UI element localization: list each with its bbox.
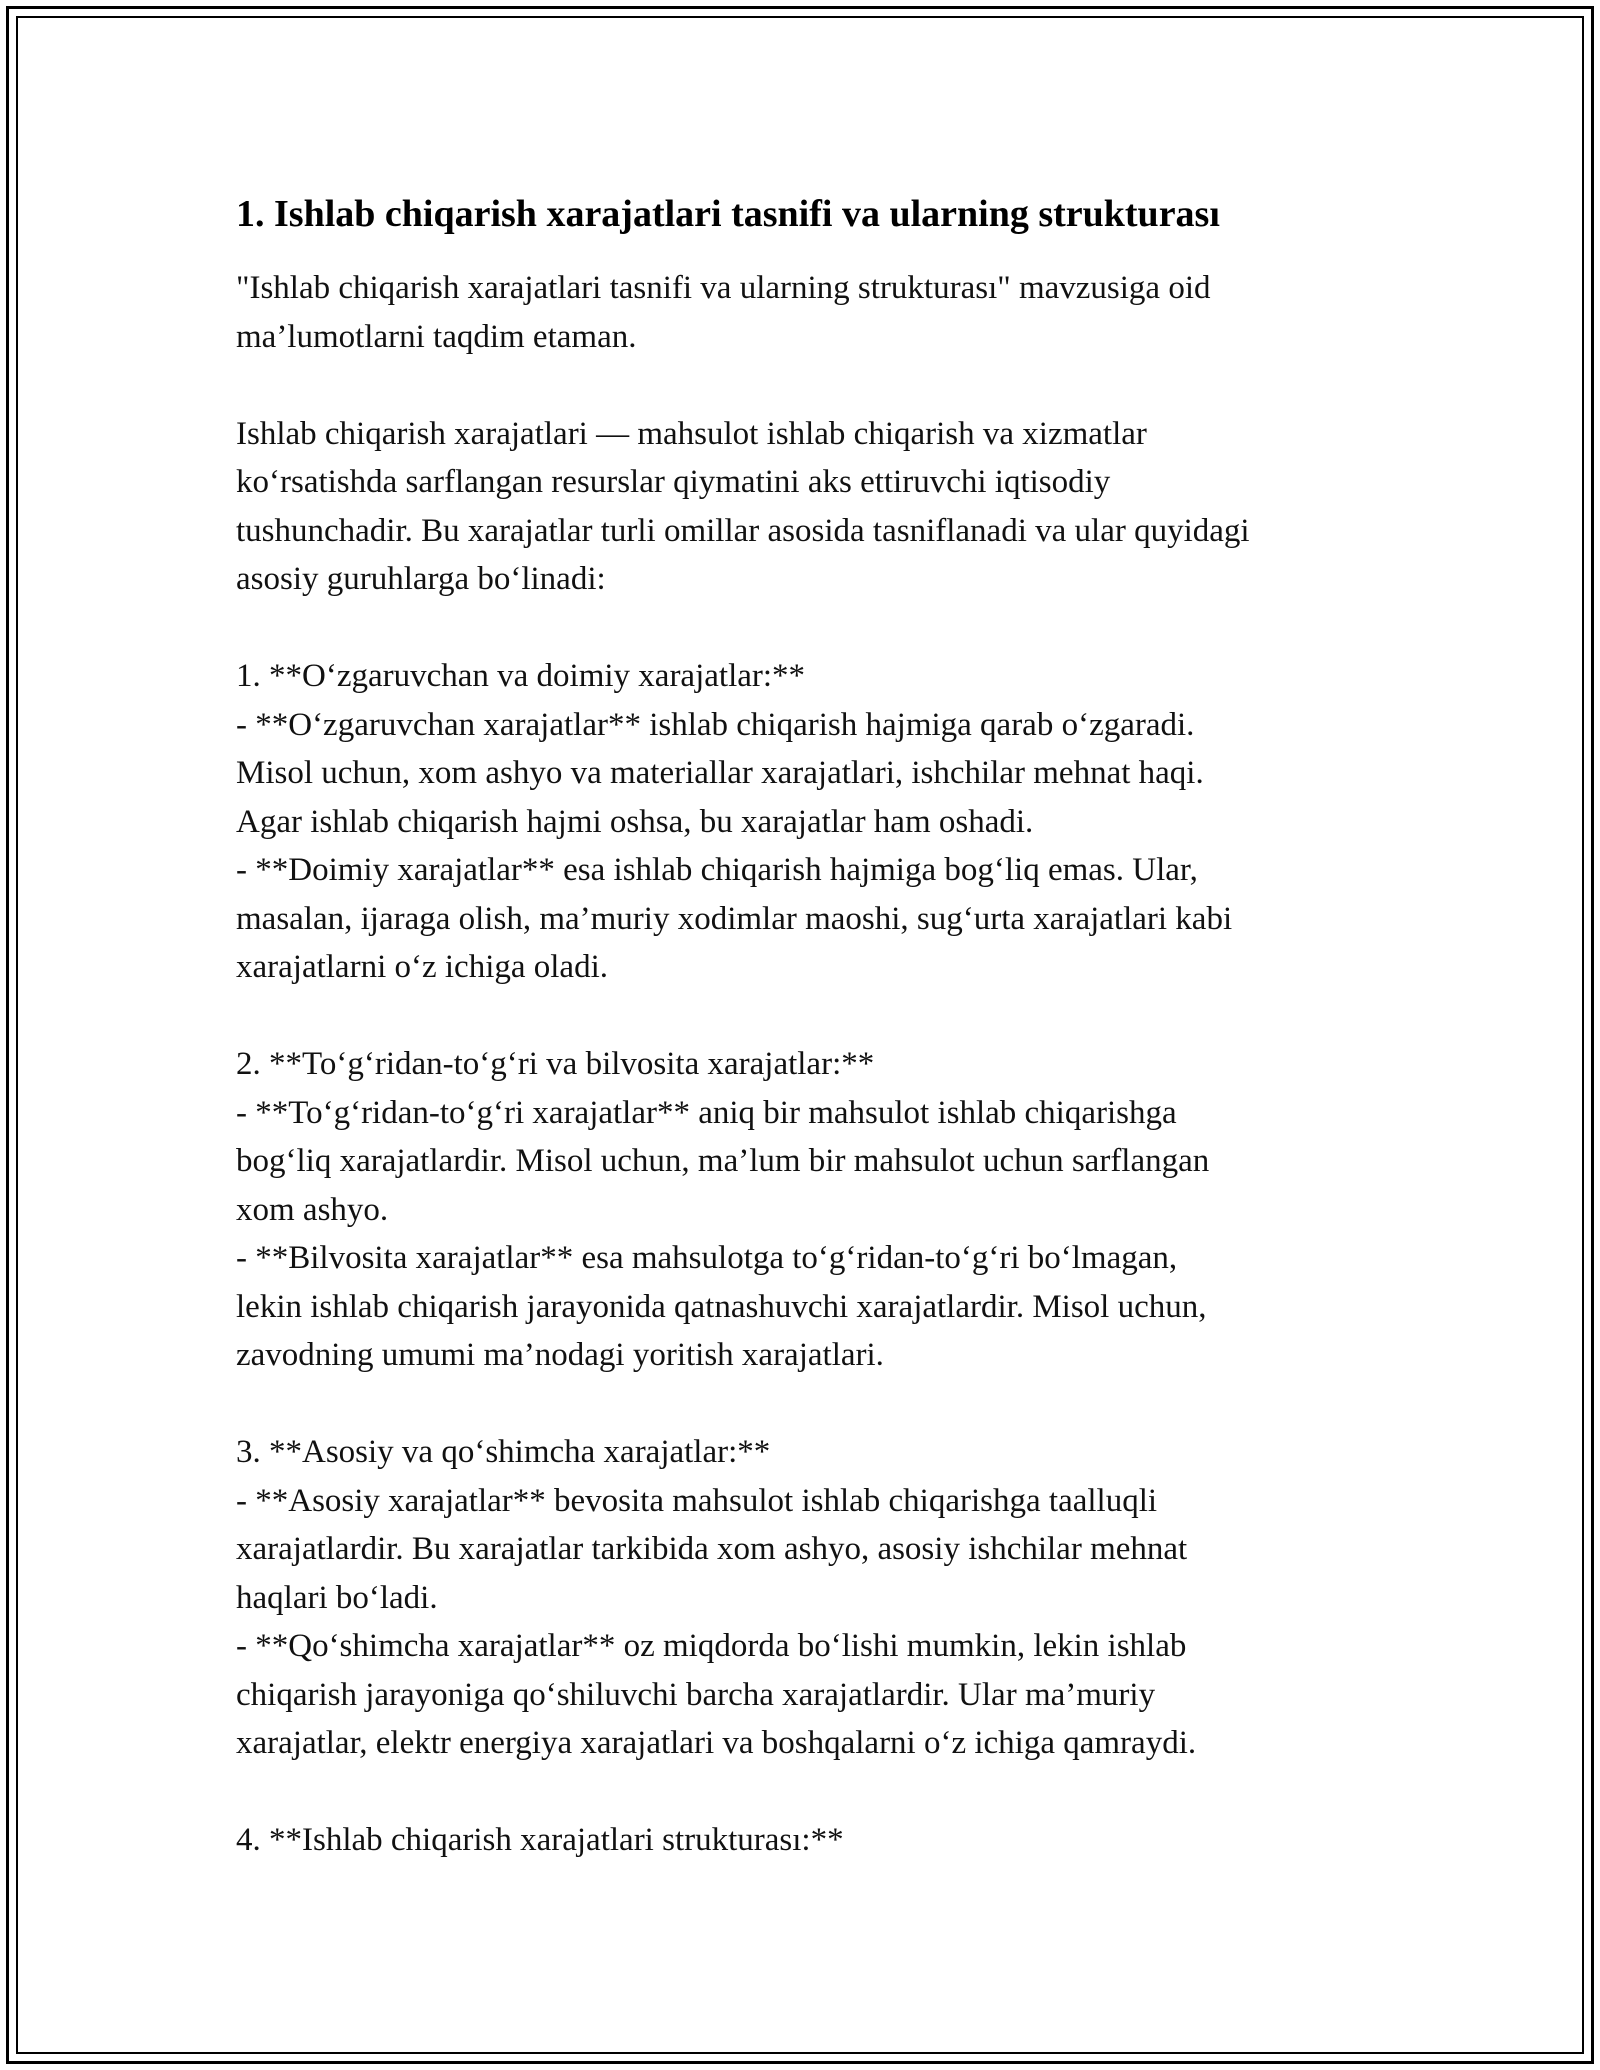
paragraph-gap — [236, 1380, 1386, 1429]
paragraph-gap — [236, 604, 1386, 653]
section-direct-indirect-costs: 2. **Toʻgʻridan-toʻgʻri va bilvosita xarajatlar:** - **Toʻgʻridan-toʻgʻri xarajatlar** aniq bir mahsulot ishlab chiqarishga bogʻliq xarajatlardir. Misol uchun, ma’lum bir mahsulot uchun sarflangan xom ashyo. - **Bilvosita xarajatlar** esa mahsulotga toʻgʻridan-toʻgʻri boʻlmagan, lekin ishlab chiqarish jarayonida qatnashuvchi xarajatlardir. Misol uchun, zavodning umumi ma’nodagi yoritish xarajatlari. — [236, 1046, 1210, 1373]
paragraph-gap — [236, 1768, 1386, 1817]
section-main-additional-costs: 3. **Asosiy va qoʻshimcha xarajatlar:** - **Asosiy xarajatlar** bevosita mahsulot ishlab chiqarishga taalluqli xarajatlardir. Bu xarajatlar tarkibida xom ashyo, asosiy ishchilar mehnat haqlari boʻladi. - **Qoʻshimcha xarajatlar** oz miqdorda boʻlishi mumkin, lekin ishlab chiqarish jarayoniga qoʻshiluvchi barcha xarajatlardir. Ular ma’muriy xarajatlar, elektr energiya xarajatlari va boshqalarni oʻz ichiga qamraydi. — [236, 1434, 1197, 1761]
definition-paragraph: Ishlab chiqarish xarajatlari — mahsulot ishlab chiqarish va xizmatlar koʻrsatishda sarflangan resurslar qiymatini aks ettiruvchi iqtisodiy tushunchadir. Bu xarajatlar turli omillar asosida tasniflanadi va ular quyidagi asosiy guruhlarga boʻlinadi: — [236, 415, 1250, 597]
document-heading: 1. Ishlab chiqarish xarajatlari tasnifi va ularning strukturası — [236, 193, 1220, 235]
intro-paragraph: "Ishlab chiqarish xarajatlari tasnifi va ularning strukturası" mavzusiga oid ma’lumotlarni taqdim etaman. — [236, 270, 1211, 355]
section-variable-fixed-costs: 1. **Oʻzgaruvchan va doimiy xarajatlar:** - **Oʻzgaruvchan xarajatlar** ishlab chiqarish hajmiga qarab oʻzgaradi. Misol uchun, xom ashyo va materiallar xarajatlari, ishchilar mehnat haqi. Agar ishlab chiqarish hajmi oshsa, bu xarajatlar ham oshadi. - **Doimiy xarajatlar** esa ishlab chiqarish hajmiga bogʻliq emas. Ular, masalan, ijaraga olish, ma’muriy xodimlar maoshi, sugʻurta xarajatlari kabi xarajatlarni oʻz ichiga oladi. — [236, 658, 1233, 985]
section-cost-structure: 4. **Ishlab chiqarish xarajatlari strukturası:** — [236, 1822, 844, 1858]
paragraph-gap — [236, 361, 1386, 410]
document-body — [236, 188, 1386, 1865]
paragraph-gap — [236, 992, 1386, 1041]
